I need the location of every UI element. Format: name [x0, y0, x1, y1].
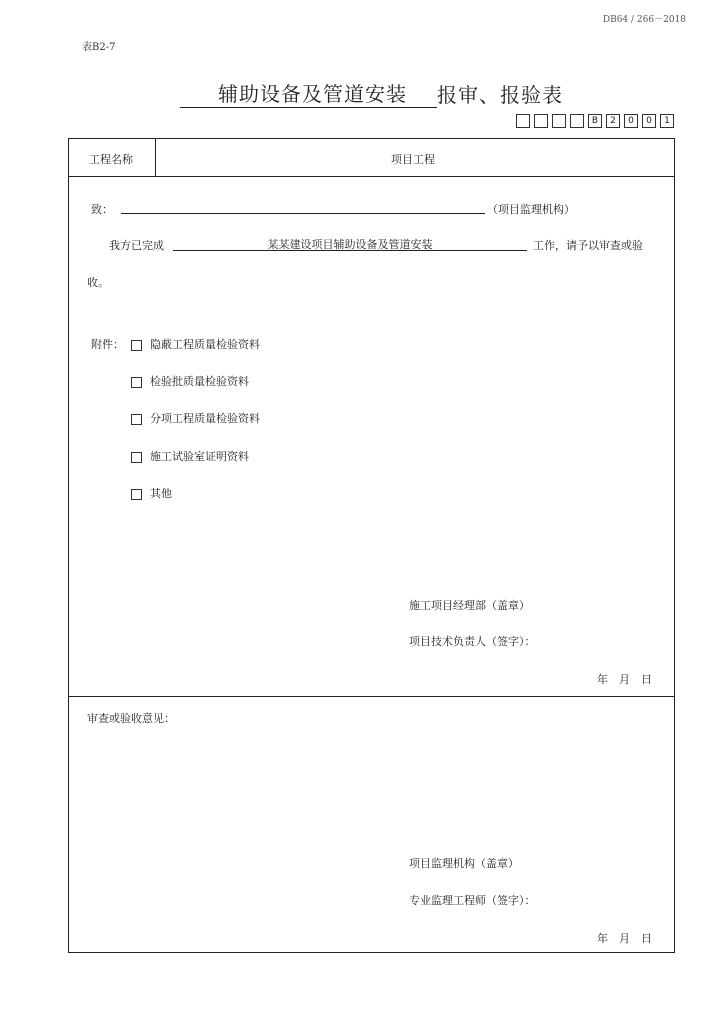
code-box	[516, 114, 530, 128]
code-box: 0	[624, 114, 638, 128]
completed-suffix: 工作，请予以审查或验	[533, 239, 643, 252]
checkbox[interactable]	[131, 452, 142, 463]
attachment-item[interactable]	[131, 373, 249, 389]
to-suffix: （项目监理机构）	[487, 203, 575, 216]
title-suffix: 报审、报验表	[437, 83, 563, 107]
checkbox[interactable]	[131, 340, 142, 351]
title-blank-left	[180, 85, 218, 108]
supervision-org-seal: 项目监理机构（盖章）	[409, 857, 519, 870]
code-box	[570, 114, 584, 128]
table-divider	[69, 176, 674, 177]
checkbox[interactable]	[131, 489, 142, 500]
table-divider	[69, 696, 674, 697]
title-blank-right	[407, 85, 437, 108]
table-divider	[155, 139, 156, 176]
attachment-item[interactable]	[131, 410, 260, 426]
completed-work-field[interactable]: 某某建设项目辅助设备及管道安装	[173, 236, 527, 251]
attachment-item[interactable]	[131, 336, 260, 352]
form-table	[68, 138, 675, 953]
contractor-dept-seal: 施工项目经理部（盖章）	[409, 599, 530, 612]
review-date: 年 月 日	[597, 932, 652, 945]
checkbox[interactable]	[131, 414, 142, 425]
attachment-item[interactable]	[131, 485, 172, 501]
code-box: 1	[660, 114, 674, 128]
attachments-label: 附件：	[91, 338, 124, 351]
attachment-label: 分项工程质量检验资料	[150, 412, 260, 425]
completed-suffix-2: 收。	[87, 276, 109, 289]
attachment-label: 施工试验室证明资料	[150, 450, 249, 463]
form-code-boxes	[516, 114, 674, 128]
supervision-engineer-signature: 专业监理工程师（签字）：	[409, 894, 536, 907]
standard-code: DB64 / 266－2018	[602, 15, 686, 25]
attachment-label: 隐蔽工程质量检验资料	[150, 338, 260, 351]
completed-prefix: 我方已完成	[109, 239, 164, 252]
code-box	[552, 114, 566, 128]
application-date: 年 月 日	[597, 673, 652, 686]
code-box: 2	[606, 114, 620, 128]
attachment-item[interactable]	[131, 448, 249, 464]
project-name-label: 工程名称	[89, 153, 133, 166]
code-box: B	[588, 114, 602, 128]
to-label: 致：	[91, 203, 113, 216]
project-name-value[interactable]: 项目工程	[391, 153, 435, 166]
title-subject: 辅助设备及管道安装	[218, 78, 407, 108]
to-recipient-field[interactable]	[121, 199, 485, 214]
attachment-label: 其他	[150, 487, 172, 500]
review-opinion-label: 审查或验收意见：	[87, 712, 175, 725]
code-box: 0	[642, 114, 656, 128]
form-number: 表B2-7	[82, 42, 116, 53]
tech-lead-signature: 项目技术负责人（签字）：	[409, 635, 536, 648]
form-title	[180, 78, 563, 106]
code-box	[534, 114, 548, 128]
checkbox[interactable]	[131, 377, 142, 388]
attachment-label: 检验批质量检验资料	[150, 375, 249, 388]
